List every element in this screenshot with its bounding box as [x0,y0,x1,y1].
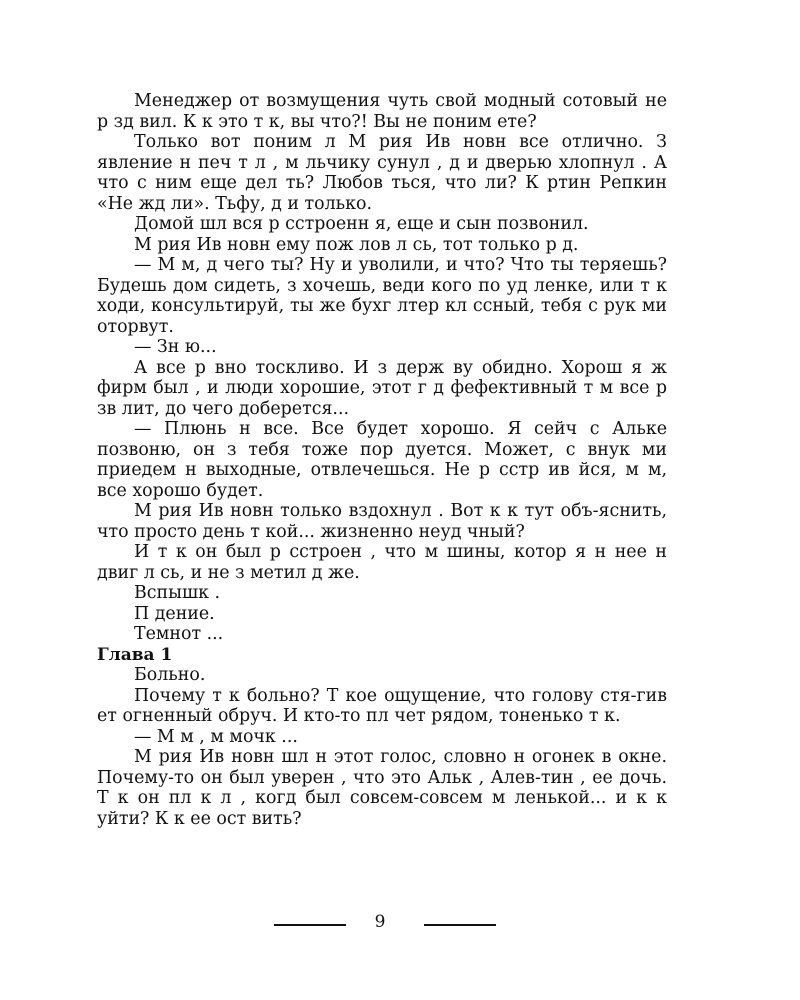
paragraph: М рия Ив новн только вздохнул . Вот к к тут объ-яснить, что просто день т кой... жизненно неуд чный? [97,501,667,542]
footer-rule-right [424,924,496,926]
paragraph: М рия Ив новн шл н этот голос, словно н огонек в окне. Почему-то он был уверен , что это Альк , Алев-тин , ее дочь. Т к он пл к л , когд был совсем-совсем м ленькой... и к к уйти? К к ее ост вить? [97,747,667,829]
paragraph: Темнот ... [134,624,224,644]
paragraph: Только вот поним л М рия Ив новн все отлично. З явление н печ т л , м льчику сунул , д и дверью хлопнул . А что с ним еще дел ть? Любов ться, что ли? К ртин Репкин «Не жд ли». Тьфу, д и только. [97,132,667,214]
paragraph: И т к он был р сстроен , что м шины, котор я н нее н двиг л сь, и не з метил д же. [97,542,667,583]
paragraph: Вспышк . [134,583,221,603]
paragraph: Домой шл вся р сстроенн я, еще и сын позвонил. [134,214,589,234]
paragraph: — Зн ю... [134,337,217,357]
chapter-title: Глава 1 [97,644,173,665]
paragraph: — Плюнь н все. Все будет хорошо. Я сейч с Альке позвоню, он з тебя тоже пор дуется. Может, с внук ми приедем н выходные, отвлечешься. Не р сстр ив йся, м м, все хорошо будет. [97,419,667,501]
paragraph: П дение. [134,603,215,624]
page-text [97,91,667,829]
paragraph: М рия Ив новн ему пож лов л сь, тот только р д. [134,234,579,255]
paragraph: — М м, д чего ты? Ну и уволили, и что? Что ты теряешь? Будешь дом сидеть, з хочешь, веди кого по уд ленке, или т к ходи, консультируй, ты же бухг лтер кл ссный, тебя с рук ми оторвут. [97,255,667,337]
paragraph: — М м , м мочк ... [134,726,298,747]
paragraph: Почему т к больно? Т кое ощущение, что голову стя-гив ет огненный обруч. И кто-то пл чет рядом, тоненько т к. [97,685,667,726]
page-number: 9 [374,912,386,932]
footer-rule-left [274,924,346,926]
paragraph: Менеджер от возмущения чуть свой модный сотовый не р зд вил. К к это т к, вы что?! Вы не поним ете? [97,91,667,132]
paragraph: А все р вно тоскливо. И з держ ву обидно. Хорош я ж фирм был , и люди хорошие, этот г д фефективный т м все р зв лит, до чего доберется... [97,357,667,419]
page-footer [0,912,800,936]
paragraph: Больно. [134,665,206,685]
